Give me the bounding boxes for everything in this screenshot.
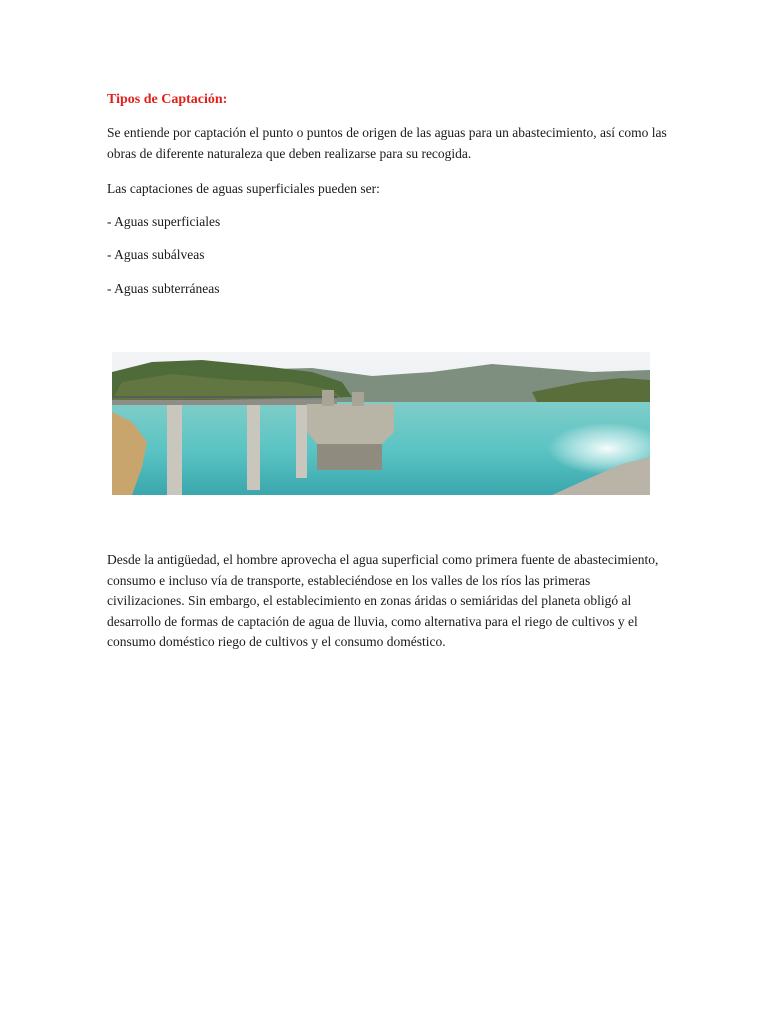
bridge-pillar bbox=[167, 405, 182, 495]
closing-paragraph: Desde la antigüedad, el hombre aprovecha el agua superficial como primera fuente de abastecimiento, consumo e incluso vía de transporte, estableciéndose en los valles de los ríos las primeras civilizaciones. Sin embargo, el establecimiento en zonas áridas o semiáridas del planeta obligó al desarrollo de formas de captación de agua de lluvia, como alternativa para el riego de cultivos y el consumo doméstico riego de cultivos y el consumo doméstico. bbox=[107, 552, 659, 649]
tower-top bbox=[352, 392, 364, 406]
heading: Tipos de Captación: bbox=[107, 92, 228, 107]
list-item: - Aguas subálveas bbox=[107, 247, 205, 262]
list-item: - Aguas subterráneas bbox=[107, 281, 220, 296]
bridge-rail bbox=[112, 396, 337, 398]
bridge-pillar bbox=[296, 405, 307, 478]
reservoir-photo bbox=[112, 352, 650, 495]
tower-top bbox=[322, 390, 334, 406]
tower-shadow bbox=[317, 444, 382, 470]
intro-paragraph: Se entiende por captación el punto o puntos de origen de las aguas para un abastecimiento, así como las obras de diferente naturaleza que deben realizarse para su recogida. bbox=[107, 125, 667, 161]
list-item: - Aguas superficiales bbox=[107, 214, 221, 229]
bridge-deck bbox=[112, 400, 337, 405]
list-intro: Las captaciones de aguas superficiales pueden ser: bbox=[107, 181, 380, 196]
bridge-pillar bbox=[247, 405, 260, 490]
